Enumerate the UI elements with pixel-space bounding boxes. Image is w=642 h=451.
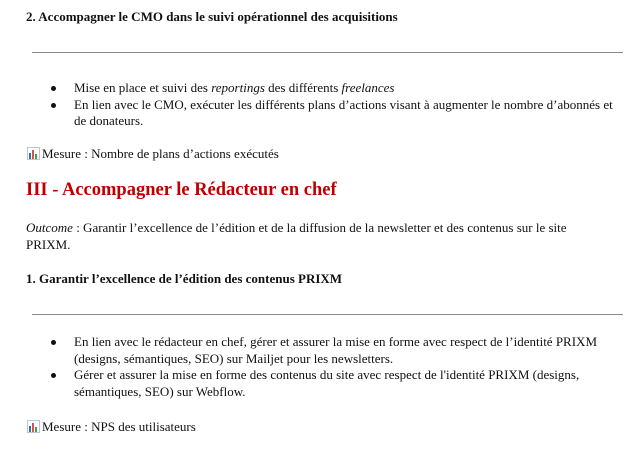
bullet-text: En lien avec le rédacteur en chef, gérer et assurer la mise en forme avec respect de l’identité PRIXM <box>74 334 598 349</box>
section-2-heading: 2. Accompagner le CMO dans le suivi opérationnel des acquisitions <box>26 9 398 24</box>
bullet-icon <box>51 103 56 108</box>
bullet-text: Mise en place et suivi des <box>74 80 212 95</box>
bullet-text: Gérer et assurer la mise en forme des contenus du site avec respect de l'identité PRIXM (designs, <box>74 367 580 382</box>
bullet-text: En lien avec le CMO, exécuter les différents plans d’actions visant à augmenter le nombre d’abonnés et <box>74 96 613 112</box>
bullet-emphasis: reportings <box>211 80 265 95</box>
section-3-title: III - Accompagner le Rédacteur en chef <box>26 180 337 200</box>
subsection-1-heading: 1. Garantir l’excellence de l’édition des contenus PRIXM <box>26 271 343 286</box>
horizontal-rule <box>32 52 623 53</box>
bar-chart-icon <box>27 147 40 160</box>
measure-line <box>27 419 196 435</box>
list-item <box>48 97 638 130</box>
measure-text: Mesure : Nombre de plans d’actions exécutés <box>42 146 279 161</box>
bullet-emphasis: freelances <box>341 80 395 95</box>
outcome-label: Outcome <box>26 220 73 235</box>
list-item <box>48 80 638 97</box>
outcome-paragraph <box>26 220 626 253</box>
bullet-text: sémantiques, SEO) sur Webflow. <box>74 383 246 399</box>
bullet-text: (designs, sémantiques, SEO) sur Mailjet pour les newsletters. <box>74 350 394 366</box>
measure-text: Mesure : NPS des utilisateurs <box>42 419 196 434</box>
bullet-icon <box>51 340 56 345</box>
subsection-1-bullet-list <box>48 334 638 400</box>
bullet-icon <box>51 86 56 91</box>
bar-chart-icon <box>27 420 40 433</box>
section-2-bullet-list <box>48 80 638 130</box>
bullet-text: de donateurs. <box>74 113 144 128</box>
outcome-text: : Garantir l’excellence de l’édition et de la diffusion de la newsletter et des contenus sur le site <box>72 220 567 235</box>
outcome-text: PRIXM. <box>26 236 71 252</box>
list-item <box>48 367 638 400</box>
bullet-text: des différents <box>264 80 342 95</box>
bullet-icon <box>51 373 56 378</box>
list-item <box>48 334 638 367</box>
measure-line <box>27 146 279 162</box>
horizontal-rule <box>32 314 623 315</box>
